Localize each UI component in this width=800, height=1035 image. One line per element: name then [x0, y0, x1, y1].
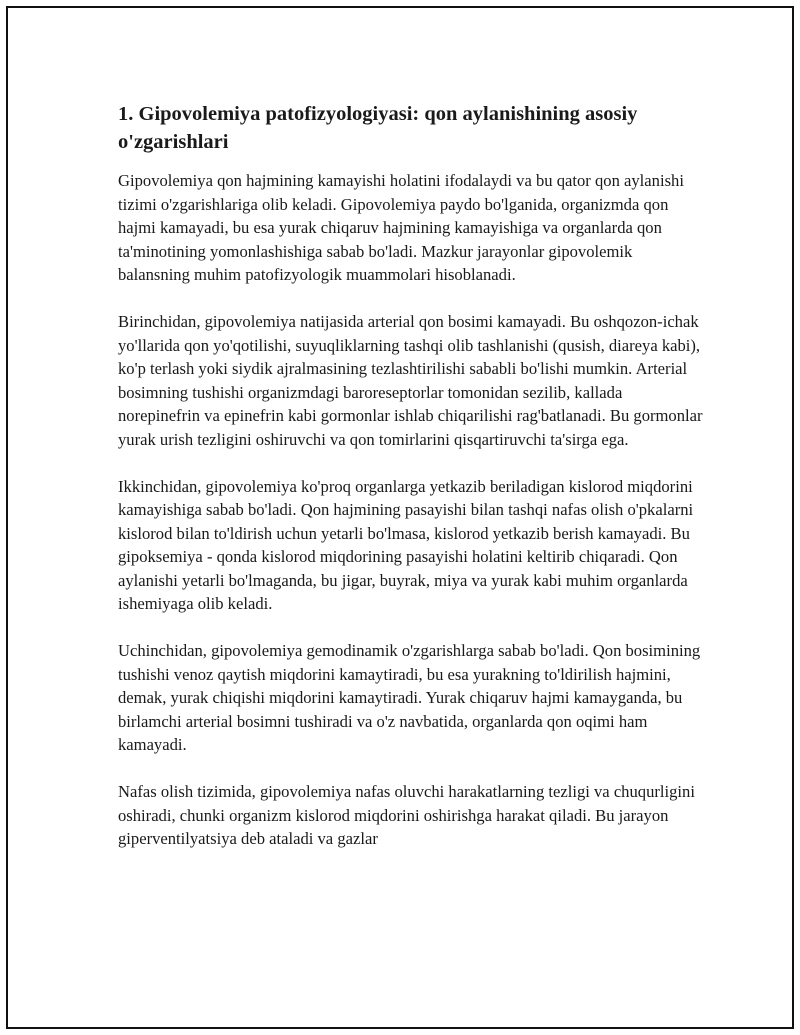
paragraph-5: Nafas olish tizimida, gipovolemiya nafas oluvchi harakatlarning tezligi va chuqurligini oshiradi, chunki organizm kislorod miqdorini oshirishga harakat qiladi. Bu jarayon giperventilyatsiya deb ataladi va gazlar	[118, 782, 695, 848]
paragraph-4: Uchinchidan, gipovolemiya gemodinamik o'zgarishlarga sabab bo'ladi. Qon bosimining tushishi venoz qaytish miqdorini kamaytiradi, bu esa yurakning to'ldirilish hajmini, demak, yurak chiqishi miqdorini kamaytiradi. Yurak chiqaruv hajmi kamayganda, bu birlamchi arterial bosimni tushiradi va o'z navbatida, organlarda qon oqimi ham kamayadi.	[118, 641, 701, 754]
document-body	[118, 100, 703, 874]
document-title: 1. Gipovolemiya patofizyologiyasi: qon aylanishining asosiy o'zgarishlari	[118, 103, 638, 153]
paragraph-2: Birinchidan, gipovolemiya natijasida arterial qon bosimi kamayadi. Bu oshqozon-ichak yo'llarida qon yo'qotilishi, suyuqliklarning tashqi olib tashlanishi (qusish, diareya kabi), ko'p terlash yoki siydik ajralmasining tezlashtirilishi sababli bo'lishi mumkin. Arterial bosimning tushishi organizmdagi baroreseptorlar tomonidan sezilib, kallada norepinefrin va epinefrin kabi gormonlar ishlab chiqarilishi rag'batlanadi. Bu gormonlar yurak urish tezligini oshiruvchi va qon tomirlarini qisqartiruvchi ta'sirga ega.	[118, 312, 703, 449]
page-frame	[6, 6, 794, 1029]
paragraph-1: Gipovolemiya qon hajmining kamayishi holatini ifodalaydi va bu qator qon aylanishi tizimi o'zgarishlariga olib keladi. Gipovolemiya paydo bo'lganida, organizmda qon hajmi kamayadi, bu esa yurak chiqaruv hajmining kamayishiga va organlarda qon ta'minotining yomonlashishiga sabab bo'ladi. Mazkur jarayonlar gipovolemik balansning muhim patofizyologik muammolari hisoblanadi.	[118, 171, 684, 284]
paragraph-3: Ikkinchidan, gipovolemiya ko'proq organlarga yetkazib beriladigan kislorod miqdorini kamayishiga sabab bo'ladi. Qon hajmining pasayishi bilan tashqi nafas olish o'pkalarni kislorod bilan to'ldirish uchun yetarli bo'lmasa, kislorod yetkazib berish kamayadi. Bu gipoksemiya - qonda kislorod miqdorining pasayishi holatini keltirib chiqaradi. Qon aylanishi yetarli bo'lmaganda, bu jigar, buyrak, miya va yurak kabi muhim organlarda ishemiyaga olib keladi.	[118, 476, 694, 613]
